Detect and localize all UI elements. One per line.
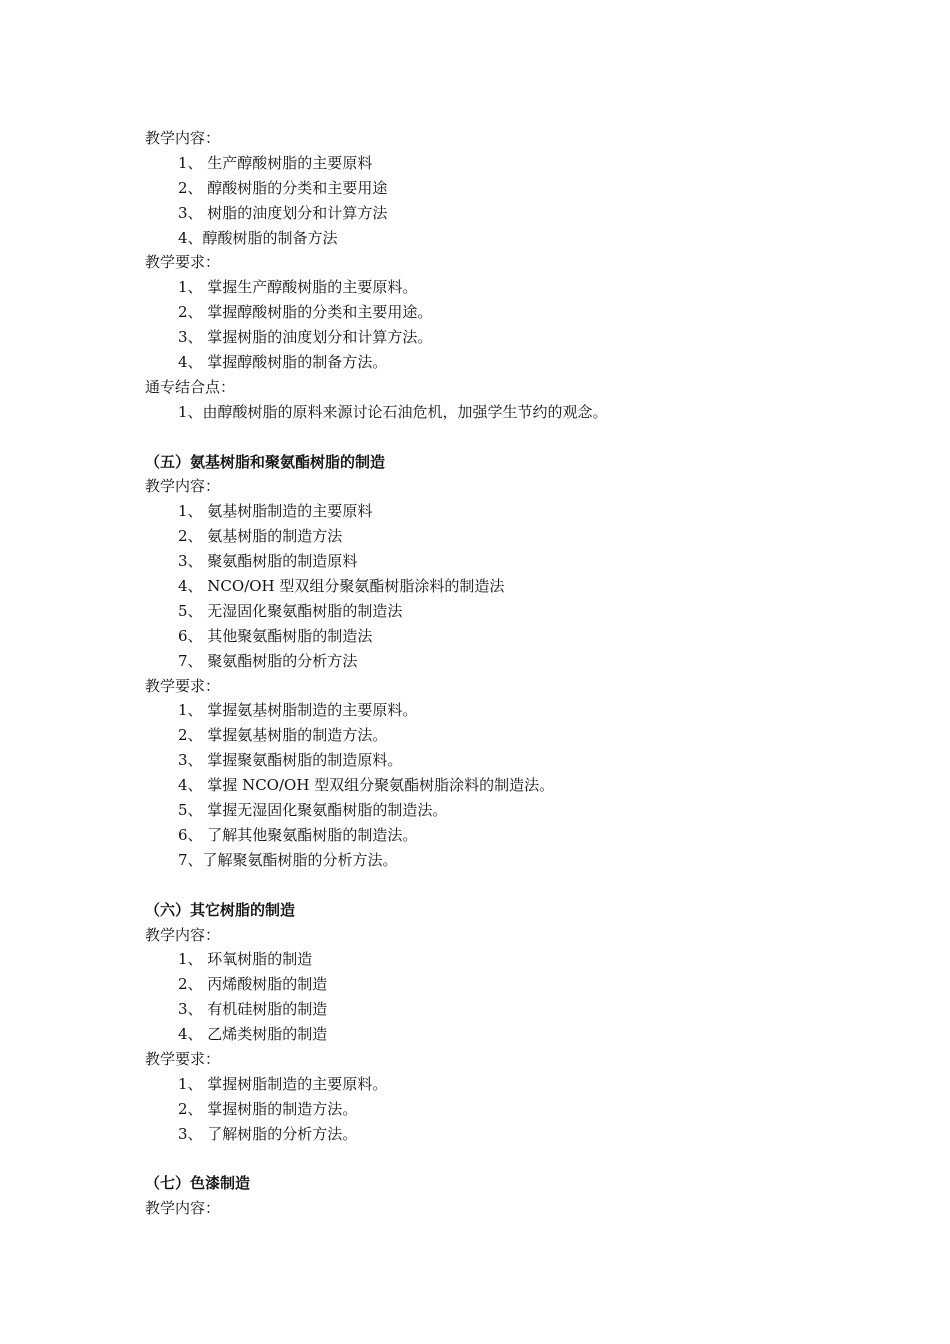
content-label: 教学内容： <box>145 129 221 147</box>
list-item: 4、 掌握醇酸树脂的制备方法。 <box>178 353 388 372</box>
list-item: 7、 聚氨酯树脂的分析方法 <box>178 651 358 670</box>
list-item: 2、 氨基树脂的制造方法 <box>178 527 343 546</box>
content-label: 教学内容： <box>145 477 221 496</box>
content-label: 教学内容： <box>145 925 221 944</box>
combination-label: 通专结合点： <box>145 377 236 396</box>
list-item: 1、 氨基树脂制造的主要原料 <box>178 502 373 521</box>
section-heading: （五）氨基树脂和聚氨酯树脂的制造 <box>145 452 386 471</box>
list-item: 4、 NCO/OH 型双组分聚氨酯树脂涂料的制造法 <box>178 577 505 596</box>
list-item: 1、 掌握氨基树脂制造的主要原料。 <box>178 701 418 720</box>
list-item: 1、 掌握树脂制造的主要原料。 <box>178 1074 388 1093</box>
list-item: 4、 乙烯类树脂的制造 <box>178 1025 328 1044</box>
requirements-label: 教学要求： <box>145 676 221 695</box>
list-item: 2、 醇酸树脂的分类和主要用途 <box>178 178 388 197</box>
spacer <box>145 873 845 898</box>
spacer <box>145 1147 845 1172</box>
list-item: 2、 掌握氨基树脂的制造方法。 <box>178 726 388 745</box>
document-body <box>145 126 845 1221</box>
list-item: 6、 其他聚氨酯树脂的制造法 <box>178 626 373 645</box>
list-item: 3、 掌握树脂的油度划分和计算方法。 <box>178 328 433 347</box>
content-label: 教学内容： <box>145 1199 221 1218</box>
list-item: 3、 有机硅树脂的制造 <box>178 1000 328 1019</box>
list-item: 4、醇酸树脂的制备方法 <box>178 228 338 247</box>
list-item: 3、 掌握聚氨酯树脂的制造原料。 <box>178 751 403 770</box>
list-item: 3、 聚氨酯树脂的制造原料 <box>178 552 358 571</box>
section-heading: （六）其它树脂的制造 <box>145 900 296 919</box>
section-heading: （七）色漆制造 <box>145 1174 251 1193</box>
list-item: 3、 树脂的油度划分和计算方法 <box>178 203 388 222</box>
list-item: 3、 了解树脂的分析方法。 <box>178 1124 358 1143</box>
list-item: 2、 掌握树脂的制造方法。 <box>178 1099 358 1118</box>
list-item: 2、 掌握醇酸树脂的分类和主要用途。 <box>178 303 433 322</box>
spacer <box>145 425 845 450</box>
list-item: 4、 掌握 NCO/OH 型双组分聚氨酯树脂涂料的制造法。 <box>178 776 555 795</box>
list-item: 1、 环氧树脂的制造 <box>178 950 313 969</box>
list-item: 5、 掌握无湿固化聚氨酯树脂的制造法。 <box>178 801 448 820</box>
requirements-label: 教学要求： <box>145 1049 221 1068</box>
list-item: 1、由醇酸树脂的原料来源讨论石油危机，加强学生节约的观念。 <box>178 402 608 421</box>
list-item: 1、 掌握生产醇酸树脂的主要原料。 <box>178 278 418 297</box>
requirements-label: 教学要求： <box>145 253 221 272</box>
list-item: 5、 无湿固化聚氨酯树脂的制造法 <box>178 601 403 620</box>
list-item: 6、 了解其他聚氨酯树脂的制造法。 <box>178 825 418 844</box>
list-item: 7、了解聚氨酯树脂的分析方法。 <box>178 850 398 869</box>
list-item: 2、 丙烯酸树脂的制造 <box>178 975 328 994</box>
list-item: 1、 生产醇酸树脂的主要原料 <box>178 153 373 172</box>
